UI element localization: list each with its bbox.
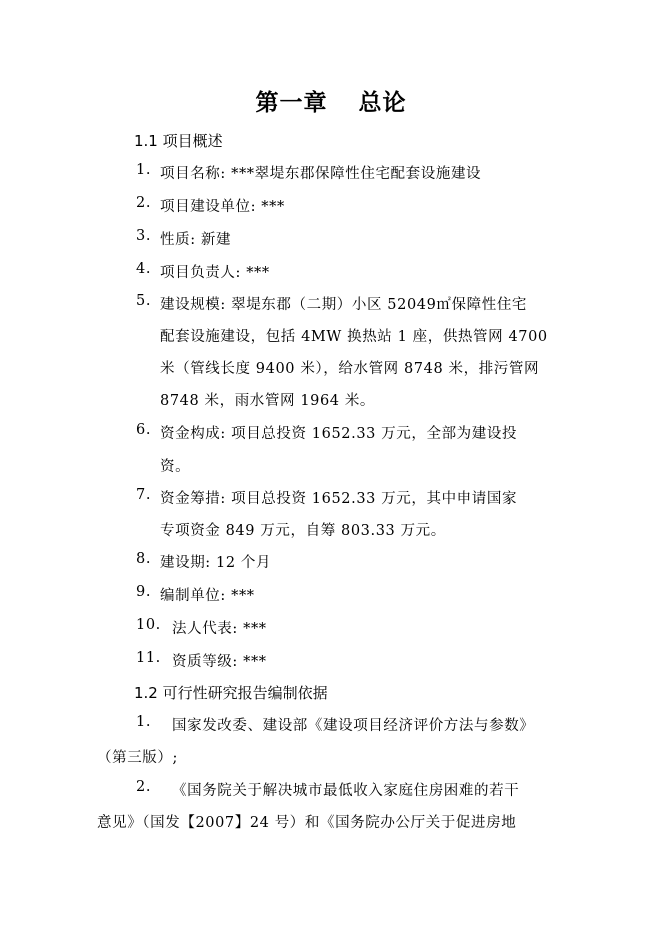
list-item-text-continued: 8748 米，雨水管网 1964 米。 — [160, 393, 376, 409]
section-heading-1-1: 1.1 项目概述 — [134, 132, 223, 150]
list-item-number: 3. — [136, 228, 152, 244]
list-item-text: 资金构成: 项目总投资 1652.33 万元，全部为建设投 — [160, 426, 518, 442]
list-item-number: 9. — [136, 584, 152, 600]
list-item-number: 11. — [136, 650, 161, 666]
list-item-text-continued: 专项资金 849 万元，自筹 803.33 万元。 — [160, 523, 446, 539]
list-item-number: 5. — [136, 293, 152, 309]
list-item-text-continued: （第三版）; — [97, 750, 178, 766]
list-item-text: 法人代表: *** — [172, 621, 267, 637]
chapter-title: 第一章 总论 — [255, 90, 407, 116]
list-item-text: 国家发改委、建设部《建设项目经济评价方法与参数》 — [172, 718, 535, 734]
list-item-text-continued: 资。 — [160, 459, 191, 475]
list-item-text: 建设期: 12 个月 — [160, 555, 272, 571]
list-item-text: 编制单位: *** — [160, 588, 255, 604]
list-item-number: 7. — [136, 487, 152, 503]
list-item-text: 资质等级: *** — [172, 654, 267, 670]
list-item-number: 1. — [136, 714, 152, 730]
list-item-number: 4. — [136, 261, 152, 277]
list-item-text-continued: 意见》（国发【2007】24 号）和《国务院办公厅关于促进房地 — [97, 815, 517, 831]
list-item-number: 1. — [136, 162, 152, 178]
list-item-number: 2. — [136, 779, 152, 795]
list-item-text: 性质: 新建 — [160, 232, 232, 248]
list-item-number: 2. — [136, 195, 152, 211]
list-item-number: 10. — [136, 617, 161, 633]
list-item-text: 资金筹措: 项目总投资 1652.33 万元，其中申请国家 — [160, 491, 518, 507]
list-item-text: 建设规模: 翠堤东郡（二期）小区 52049㎡保障性住宅 — [160, 297, 528, 313]
list-item-text: 项目负责人: *** — [160, 265, 270, 281]
list-item-number: 6. — [136, 422, 152, 438]
list-item-text: 《国务院关于解决城市最低收入家庭住房困难的若干 — [172, 783, 520, 799]
list-item-text: 项目名称: ***翠堤东郡保障性住宅配套设施建设 — [160, 166, 482, 182]
list-item-text-continued: 配套设施建设，包括 4MW 换热站 1 座，供热管网 4700 — [160, 329, 548, 345]
list-item-number: 8. — [136, 551, 152, 567]
list-item-text-continued: 米（管线长度 9400 米），给水管网 8748 米，排污管网 — [160, 361, 540, 377]
list-item-text: 项目建设单位: *** — [160, 199, 285, 215]
section-heading-1-2: 1.2 可行性研究报告编制依据 — [134, 684, 328, 702]
